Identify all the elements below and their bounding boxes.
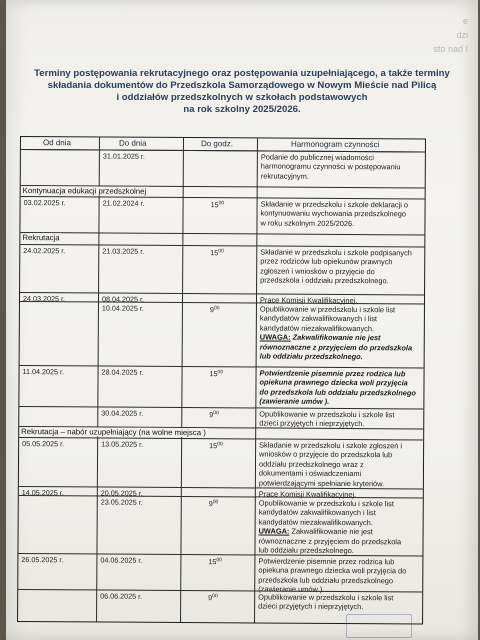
show-through-text: e dzi sto nad I bbox=[433, 16, 468, 54]
note-text: Zakwalifikowanie nie jest bbox=[291, 526, 373, 537]
schedule-description bbox=[260, 247, 424, 286]
description-line: dokumentami i oświadczeniami bbox=[258, 468, 362, 479]
description-line: Potwierdzenie pisemnie przez rodzica lub bbox=[258, 556, 395, 567]
description-line: kandydatów niezakwalifikowanych. bbox=[259, 323, 375, 333]
description-line: Potwierdzenie pisemnie przez rodzica lub bbox=[259, 368, 406, 379]
date-to: 21.02.2024 r. bbox=[102, 198, 145, 208]
hour-value: 15 bbox=[209, 441, 218, 451]
hour-value: 15 bbox=[208, 557, 217, 567]
schedule-description bbox=[258, 556, 422, 595]
description-line: kandydatów zakwalifikowanych i list bbox=[258, 507, 376, 518]
deadline-hour bbox=[209, 441, 223, 450]
date-to: 13.05.2025 r. bbox=[101, 439, 144, 449]
deadline-hour bbox=[211, 200, 225, 209]
date-to: 30.04.2025 r. bbox=[101, 408, 144, 418]
deadline-hour bbox=[210, 305, 220, 314]
schedule-description bbox=[259, 368, 423, 407]
header-schedule: Harmonogram czynności bbox=[290, 139, 380, 150]
minute-value: 00 bbox=[212, 593, 218, 600]
date-from: 24.03.2025 r. bbox=[22, 294, 66, 304]
minute-value: 00 bbox=[218, 248, 224, 255]
row-divider bbox=[21, 196, 425, 199]
minute-value: 00 bbox=[213, 410, 219, 417]
date-to: 10.04.2025 r. bbox=[101, 303, 144, 313]
date-to: 20.05.2025 r. bbox=[100, 488, 143, 498]
date-to: 04.06.2025 r. bbox=[100, 555, 143, 565]
description-line: zgłoszeń i wniosków o przyjęcie do bbox=[260, 266, 375, 276]
section-heading: Rekrutacja – nabór uzupełniający (na wolne miejsca ) bbox=[21, 427, 206, 438]
header-to: Do dnia bbox=[118, 138, 147, 148]
row-divider bbox=[20, 365, 424, 368]
minute-value: 00 bbox=[216, 557, 222, 564]
row-divider bbox=[20, 292, 424, 295]
date-from: 05.05.2025 r. bbox=[22, 439, 65, 449]
description-line: kontynuowaniu wychowania przedszkolnego bbox=[260, 208, 407, 219]
document-title: Terminy postępowania rekrutacyjnego oraz postępowania uzupełniającego, a także terminy składania dokumentów do Przedszkola Samorządowego w Nowym Mieście nad Pilicą i oddziałów przedszkolnych w szkołach podstawowych na rok szkolny 2025/2026. bbox=[34, 68, 450, 115]
note-text: równoznaczne z przyjęciem do przedszkola bbox=[258, 536, 402, 546]
date-to: 06.06.2025 r. bbox=[100, 591, 143, 601]
note-label: UWAGA: bbox=[259, 332, 291, 342]
minute-value: 00 bbox=[213, 305, 220, 312]
description-line: potwierdzającymi spełnianie kryteriów. bbox=[258, 478, 385, 488]
column-divider bbox=[180, 138, 184, 622]
section-heading: Kontynuacja edukacji przedszkolnej bbox=[22, 186, 147, 196]
row-divider bbox=[20, 232, 424, 235]
note-text: równoznaczne z przyjęciem do przedszkola bbox=[259, 342, 413, 353]
description-line: kandydatów niezakwalifikowanych. bbox=[258, 517, 373, 527]
schedule-description bbox=[259, 409, 423, 429]
note-text: lub oddziału przedszkolnego. bbox=[258, 545, 354, 556]
column-divider bbox=[96, 137, 100, 621]
header-hour: Do godz. bbox=[200, 139, 234, 149]
description-line: rekrutacyjnym. bbox=[260, 171, 309, 181]
description-line: Podanie do publicznej wiadomości bbox=[260, 152, 374, 163]
schedule-description bbox=[259, 440, 423, 488]
description-line: opiekuna prawnego dziecka woli przyjęcia bbox=[259, 377, 408, 388]
header-from: Od dnia bbox=[42, 138, 72, 148]
description-line: opiekuna prawnego dziecka woli przyjęcia do bbox=[258, 565, 407, 576]
description-line: (zawieranie umów ). bbox=[258, 584, 325, 595]
description-line: oddziału przedszkolnego wraz z bbox=[258, 459, 364, 469]
description-line: przedszkola lub oddziału przedszkolnego bbox=[258, 575, 394, 586]
deadline-hour bbox=[210, 369, 224, 378]
description-line: Opublikowanie w przedszkolu i szkole list bbox=[259, 409, 395, 420]
hour-value: 9 bbox=[209, 305, 214, 315]
description-line: harmonogramu czynności w postępowaniu bbox=[260, 161, 401, 172]
hour-value: 9 bbox=[208, 593, 213, 603]
date-to: 23.05.2025 r. bbox=[100, 497, 143, 507]
description-line: w roku szkolnym 2025/2026. bbox=[260, 218, 355, 228]
description-line: Składanie w przedszkolu i szkole deklaracji o bbox=[260, 199, 409, 210]
hour-value: 9 bbox=[208, 499, 213, 509]
column-divider bbox=[254, 138, 258, 622]
date-from: 14.05.2025 r. bbox=[21, 488, 64, 498]
description-line: Prace Komisji Kwalifikacyjnej. bbox=[259, 295, 358, 306]
description-line: Składanie w przedszkolu i szkole podpisanych bbox=[260, 247, 412, 258]
description-line: Opublikowanie w przedszkolu i szkole list bbox=[259, 304, 396, 315]
minute-value: 00 bbox=[217, 369, 224, 376]
schedule-description bbox=[258, 498, 422, 555]
description-line: Prace Komisji Kwalifikacyjnej. bbox=[258, 489, 357, 500]
deadline-hour bbox=[210, 248, 224, 257]
date-to: 08.04.2025 r. bbox=[101, 294, 145, 304]
schedule-description bbox=[260, 304, 424, 361]
description-line: Opublikowanie w przedszkolu i szkole list bbox=[258, 592, 394, 603]
date-to: 28.04.2025 r. bbox=[101, 367, 144, 377]
deadline-hour bbox=[209, 410, 219, 419]
minute-value: 00 bbox=[217, 441, 223, 448]
description-line: dzieci przyjętych i nieprzyjętych. bbox=[258, 601, 364, 612]
deadline-hour bbox=[208, 557, 222, 566]
date-from: 26.05.2025 r. bbox=[21, 555, 64, 565]
date-from: 11.04.2025 r. bbox=[22, 367, 65, 377]
minute-value: 00 bbox=[218, 200, 225, 207]
description-line: Opublikowanie w przedszkolu i szkole list bbox=[258, 498, 394, 509]
schedule-description bbox=[258, 592, 422, 612]
note-line bbox=[260, 351, 424, 361]
date-to: 21.03.2025 r. bbox=[102, 246, 145, 256]
schedule-description bbox=[261, 152, 425, 181]
date-to: 31.01.2025 r. bbox=[102, 151, 145, 161]
description-line: wniosków o przyjęcie do przedszkola lub bbox=[259, 449, 393, 460]
schedule-table bbox=[17, 136, 426, 624]
hour-value: 15 bbox=[210, 248, 219, 258]
note-text: Zakwalifikowanie nie jest bbox=[292, 332, 381, 343]
row-divider bbox=[19, 437, 423, 440]
description-line: do przedszkola lub oddziału przedszkolnego bbox=[259, 387, 416, 398]
note-label: UWAGA: bbox=[258, 526, 290, 536]
description-line: dzieci przyjętych i nieprzyjętych. bbox=[259, 418, 365, 429]
hour-value: 15 bbox=[209, 369, 218, 379]
description-line: (zawieranie umów ). bbox=[259, 396, 330, 407]
date-from: 03.02.2025 r. bbox=[23, 198, 66, 208]
section-heading: Rekrutacja bbox=[22, 233, 60, 243]
date-from: 24.02.2025 r. bbox=[23, 246, 66, 256]
description-line: Składanie w przedszkolu i szkole zgłoszeń i bbox=[259, 440, 403, 451]
minute-value: 00 bbox=[212, 499, 219, 506]
description-line: kandydatów zakwalifikowanych i list bbox=[259, 313, 377, 324]
deadline-hour bbox=[208, 593, 218, 602]
description-line: przedszkola i oddziału przedszkolnego. bbox=[260, 275, 389, 286]
description-line: przez rodziców lub opiekunów prawnych bbox=[260, 256, 393, 267]
hour-value: 15 bbox=[210, 200, 219, 210]
hour-value: 9 bbox=[209, 410, 214, 420]
row-divider bbox=[20, 244, 424, 247]
schedule-description bbox=[260, 199, 424, 228]
note-text: lub oddziału przedszkolnego. bbox=[259, 351, 363, 362]
deadline-hour bbox=[209, 499, 219, 508]
signature-stamp bbox=[346, 614, 412, 638]
